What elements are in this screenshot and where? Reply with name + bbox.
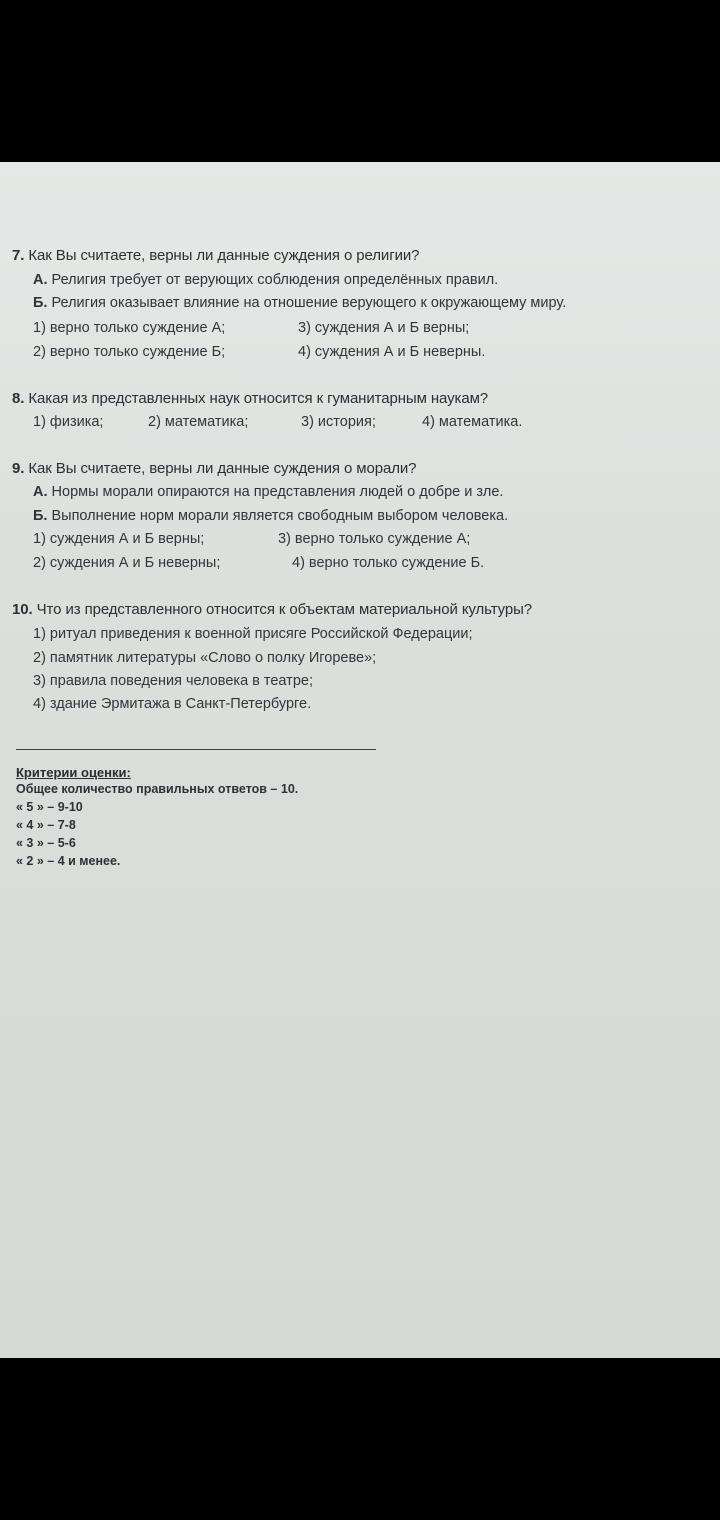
question-9-number: 9.	[12, 460, 25, 477]
criteria-title: Критерии оценки:	[16, 765, 131, 780]
question-7-text: Как Вы считаете, верны ли данные суждения о религии?	[28, 247, 420, 264]
question-9-title	[12, 460, 416, 477]
question-8-option-1: 1) физика;	[33, 414, 104, 430]
question-10-option-2: 2) памятник литературы «Слово о полку Игореве»;	[33, 650, 377, 666]
statement-letter: А.	[33, 484, 48, 500]
question-7-option-3: 3) суждения А и Б верны;	[298, 320, 470, 336]
question-9-option-3: 3) верно только суждение А;	[278, 531, 471, 547]
criteria-grade-2: « 2 » – 4 и менее.	[16, 854, 121, 868]
statement-letter: Б.	[33, 508, 48, 524]
statement-text: Нормы морали опираются на представления людей о добре и зле.	[51, 484, 504, 500]
criteria-grade-4: « 4 » – 7-8	[16, 818, 76, 832]
question-9-statement-a	[33, 484, 503, 500]
question-7-option-4: 4) суждения А и Б неверны.	[298, 344, 486, 360]
question-8-option-4: 4) математика.	[422, 414, 523, 430]
question-10-option-1: 1) ритуал приведения к военной присяге Российской Федерации;	[33, 626, 473, 642]
question-10-option-4: 4) здание Эрмитажа в Санкт-Петербурге.	[33, 696, 312, 712]
question-10-text: Что из представленного относится к объектам материальной культуры?	[36, 601, 533, 618]
question-7-title	[12, 247, 419, 264]
question-7-number: 7.	[12, 247, 25, 264]
question-9-option-4: 4) верно только суждение Б.	[292, 555, 485, 571]
question-10-option-3: 3) правила поведения человека в театре;	[33, 673, 313, 689]
question-8-option-3: 3) история;	[301, 414, 376, 430]
section-divider	[16, 749, 376, 750]
question-10-title	[12, 601, 532, 618]
criteria-grade-5: « 5 » – 9-10	[16, 800, 83, 814]
criteria-total: Общее количество правильных ответов – 10.	[16, 782, 299, 796]
criteria-grade-3: « 3 » – 5-6	[16, 836, 76, 850]
question-8-title	[12, 390, 488, 407]
question-8-option-2: 2) математика;	[148, 414, 249, 430]
question-9-option-1: 1) суждения А и Б верны;	[33, 531, 205, 547]
question-10-number: 10.	[12, 601, 33, 618]
question-7-option-2: 2) верно только суждение Б;	[33, 344, 226, 360]
question-7-statement-a	[33, 272, 498, 288]
worksheet-page	[0, 162, 720, 1358]
statement-letter: А.	[33, 272, 48, 288]
question-8-text: Какая из представленных наук относится к гуманитарным наукам?	[28, 390, 489, 407]
statement-text: Выполнение норм морали является свободным выбором человека.	[51, 508, 509, 524]
question-7-option-1: 1) верно только суждение А;	[33, 320, 226, 336]
question-9-option-2: 2) суждения А и Б неверны;	[33, 555, 221, 571]
question-7-statement-b	[33, 295, 566, 311]
question-9-text: Как Вы считаете, верны ли данные суждения о морали?	[28, 460, 417, 477]
statement-text: Религия требует от верующих соблюдения определённых правил.	[51, 272, 499, 288]
question-8-number: 8.	[12, 390, 25, 407]
question-9-statement-b	[33, 508, 508, 524]
statement-text: Религия оказывает влияние на отношение верующего к окружающему миру.	[51, 295, 567, 311]
statement-letter: Б.	[33, 295, 48, 311]
